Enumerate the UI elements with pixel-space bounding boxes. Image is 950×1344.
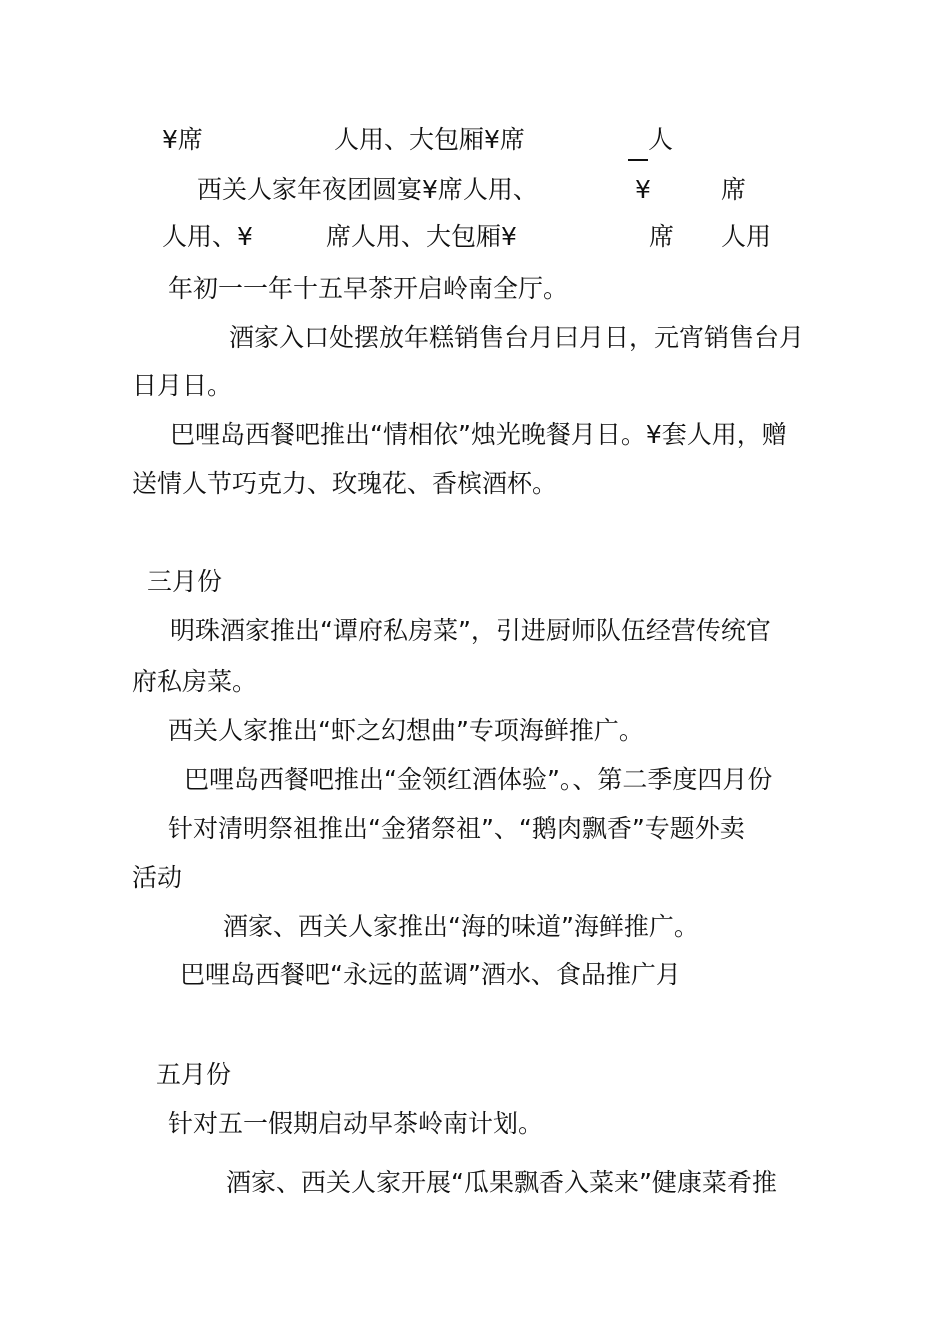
row3-seat-large-room: 席人用、大包厢¥ — [326, 222, 517, 251]
paragraph-line: 酒家、西关人家开展“瓜果飘香入菜来”健康菜肴推 — [226, 1168, 777, 1197]
row3-seat: 席 — [649, 222, 675, 251]
paragraph-line: 巴哩岛西餐吧推出“情相依”烛光晚餐月日。¥套人用，赠 — [170, 420, 787, 449]
section-heading-may: 五月份 — [156, 1060, 232, 1089]
paragraph-line: 年初一一年十五早茶开启岭南全厅。 — [168, 274, 569, 303]
paragraph-line: 酒家入口处摆放年糕销售台月曰月日，元宵销售台月 — [229, 323, 805, 352]
row2-yen: ¥ — [635, 175, 651, 204]
row3-people-yen: 人用、¥ — [162, 222, 253, 251]
section-heading-march: 三月份 — [147, 567, 223, 596]
paragraph-line: 活动 — [132, 863, 183, 892]
paragraph-line: 巴哩岛西餐吧推出“金领红酒体验”。、第二季度四月份 — [184, 765, 773, 794]
row2-new-year-banquet: 西关人家年夜团圆宴¥席人用、 — [197, 175, 538, 204]
row3-people: 人用 — [721, 222, 772, 251]
paragraph-line: 明珠酒家推出“谭府私房菜”，引进厨师队伍经营传统官 — [170, 616, 771, 645]
fill-in-underline — [628, 159, 648, 161]
row1-seat-price: ¥席 — [162, 125, 203, 154]
paragraph-line: 日月日。 — [132, 371, 233, 400]
paragraph-line: 送情人节巧克力、玫瑰花、香槟酒杯。 — [132, 469, 558, 498]
paragraph-line: 巴哩岛西餐吧“永远的蓝调”酒水、食品推广月 — [180, 960, 681, 989]
paragraph-line: 针对五一假期启动早茶岭南计划。 — [168, 1109, 544, 1138]
paragraph-line: 府私房菜。 — [132, 667, 258, 696]
paragraph-line: 酒家、西关人家推出“海的味道”海鲜推广。 — [223, 912, 699, 941]
row1-people: 人 — [648, 125, 674, 154]
row1-people-large-room: 人用、大包厢¥席 — [334, 125, 525, 154]
paragraph-line: 针对清明祭祖推出“金猪祭祖”、“鹅肉飘香”专题外卖 — [168, 814, 745, 843]
paragraph-line: 西关人家推出“虾之幻想曲”专项海鲜推广。 — [168, 716, 644, 745]
row2-seat: 席 — [721, 175, 747, 204]
